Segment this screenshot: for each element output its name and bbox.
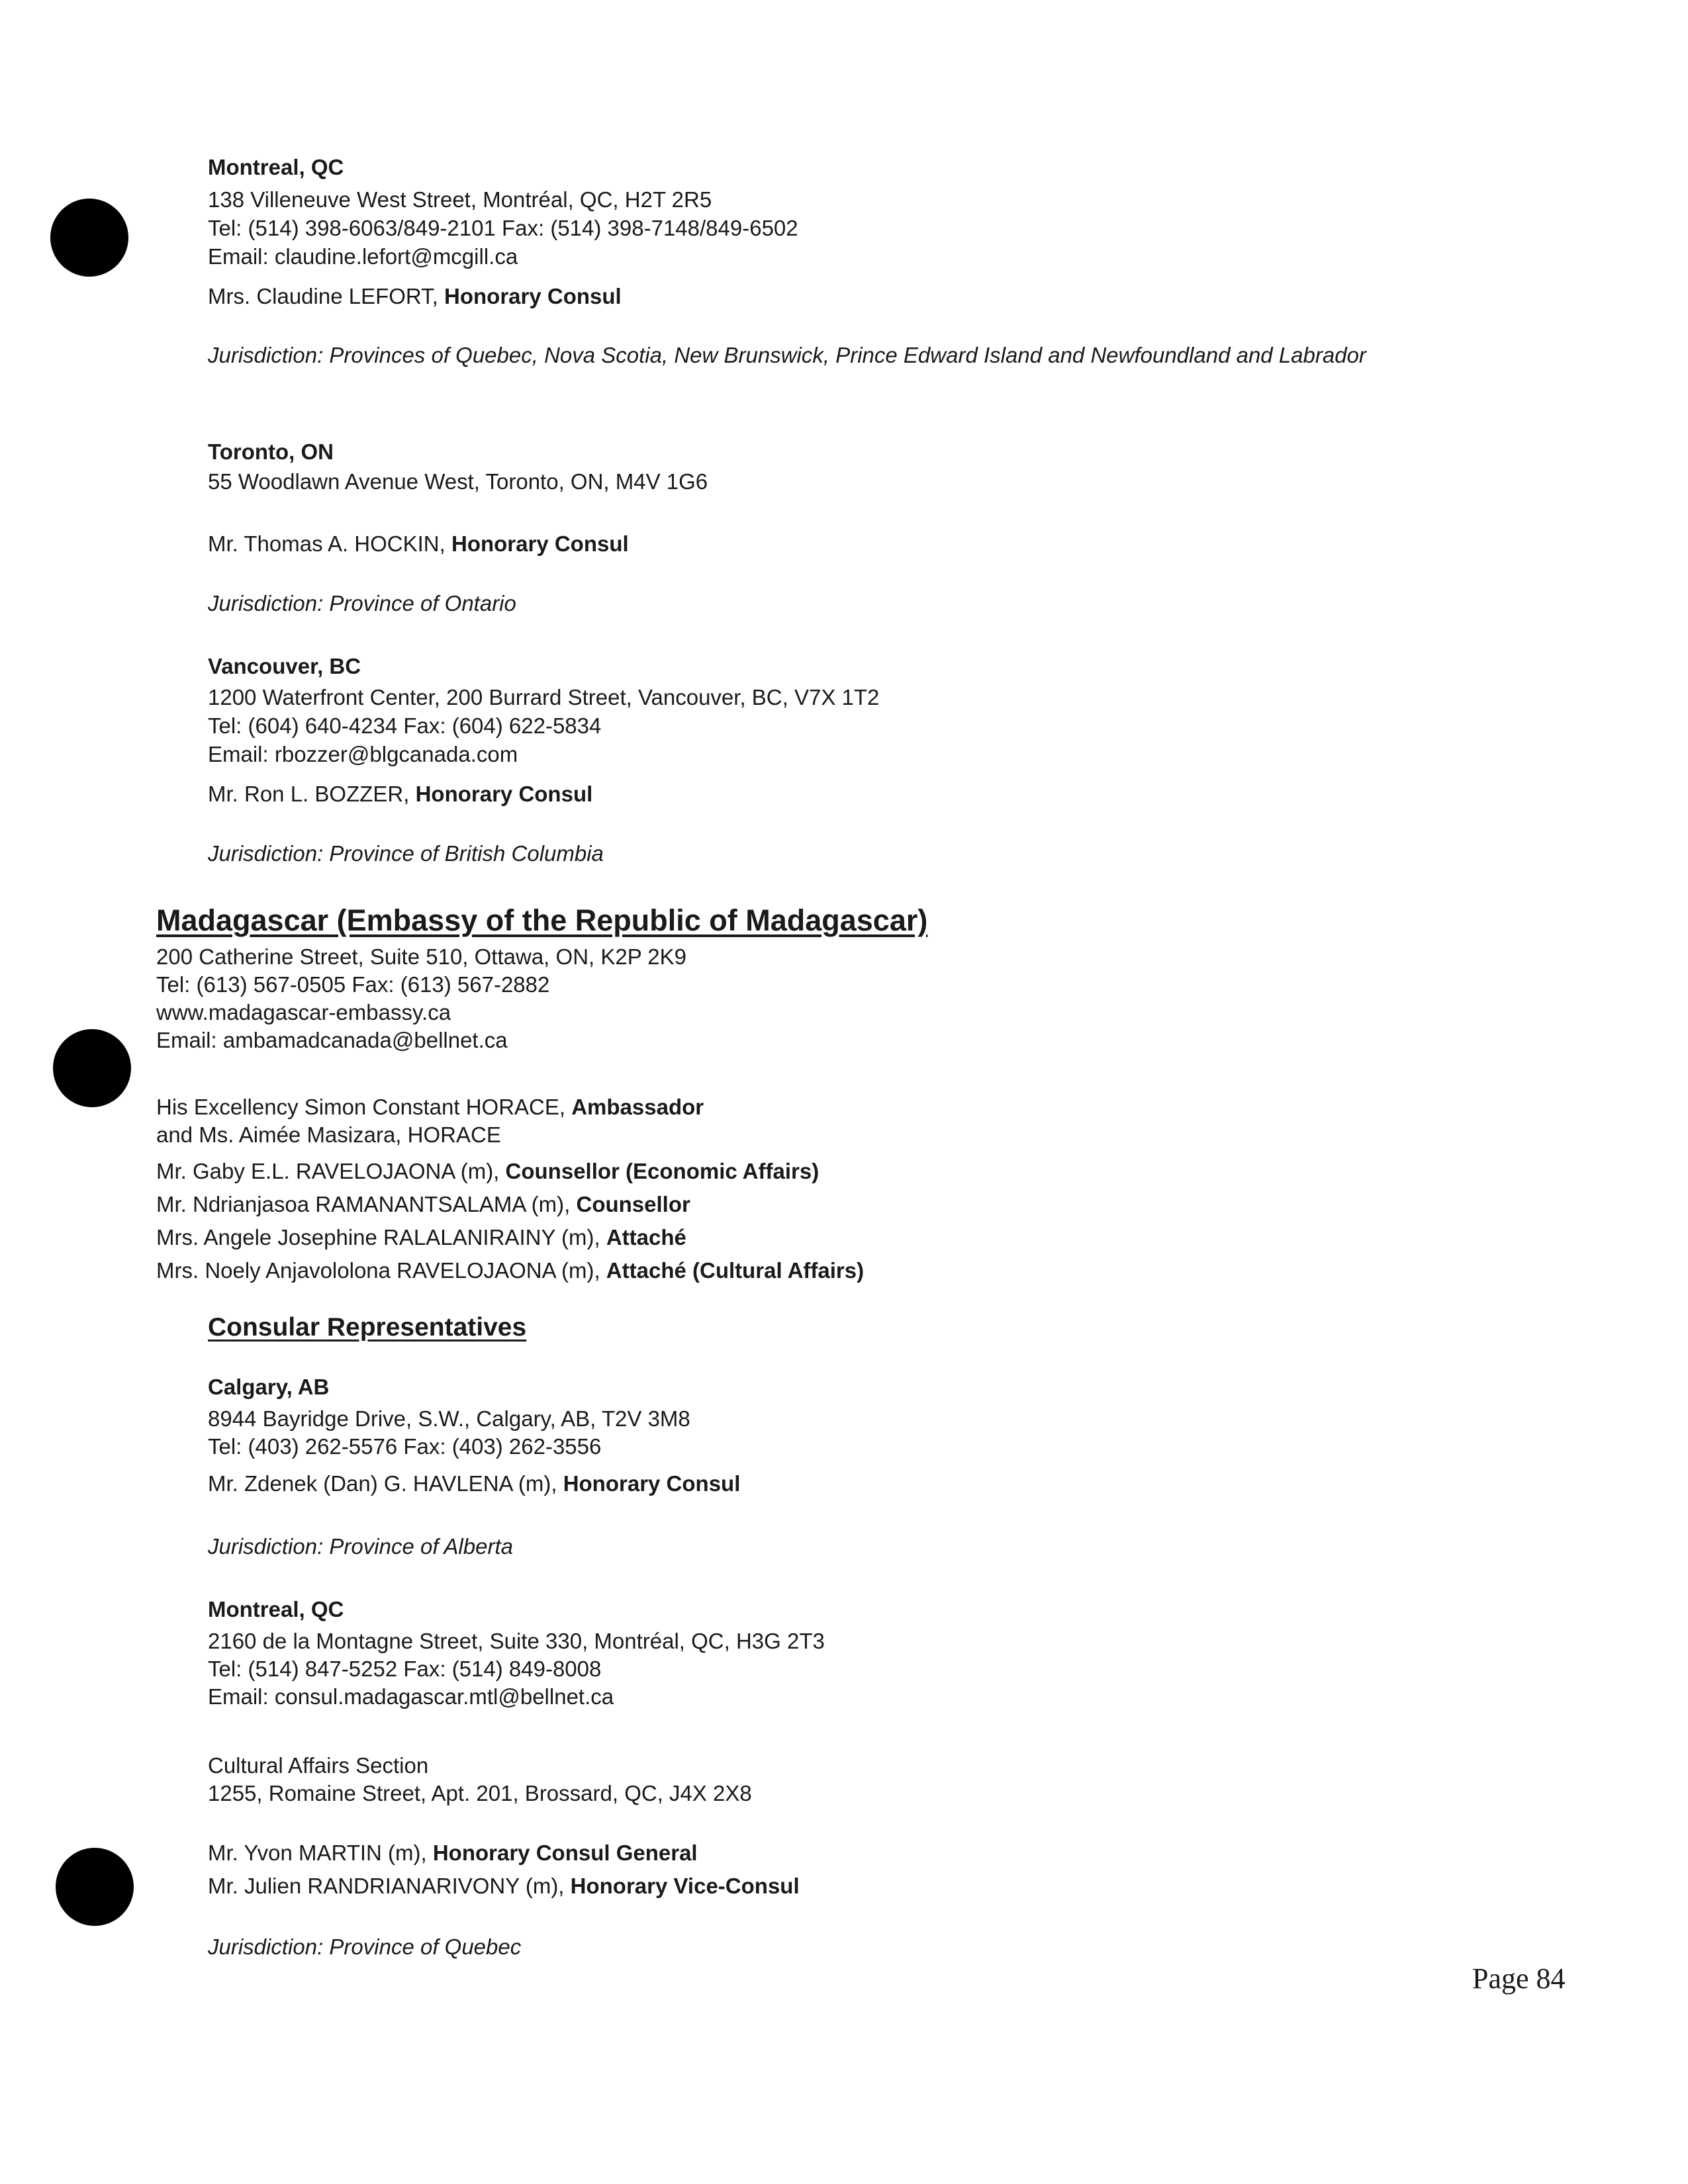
jurisdiction: Jurisdiction: Province of Quebec (208, 1934, 522, 1959)
staff-member (156, 1257, 864, 1284)
jurisdiction: Jurisdiction: Province of Ontario (208, 591, 516, 615)
staff-name: Mrs. Noely Anjavololona RAVELOJAONA (m), (156, 1258, 606, 1283)
staff-name: and Ms. Aimée Masizara, HORACE (156, 1122, 501, 1147)
person-role: Honorary Consul (415, 782, 593, 806)
staff-member (156, 1158, 819, 1185)
embassy-address: 200 Catherine Street, Suite 510, Ottawa, ON, K2P 2K9 (156, 944, 687, 969)
staff-member (156, 1224, 686, 1251)
person (208, 531, 629, 557)
city-heading: Montreal, QC (208, 1597, 344, 1621)
person-name: Mr. Yvon MARTIN (m), (208, 1841, 433, 1865)
jurisdiction: Jurisdiction: Provinces of Quebec, Nova Scotia, New Brunswick, Prince Edward Island and Newfoundland and Labrador (208, 343, 1366, 367)
staff-name: Mr. Gaby E.L. RAVELOJAONA (m), (156, 1159, 506, 1183)
page-number: Page 84 (1472, 1962, 1566, 1995)
person (208, 283, 622, 310)
person-name: Mr. Zdenek (Dan) G. HAVLENA (m), (208, 1471, 563, 1496)
person (208, 1873, 800, 1899)
embassy-phone-fax: Tel: (613) 567-0505 Fax: (613) 567-2882 (156, 972, 550, 997)
punch-hole-top (50, 199, 128, 277)
staff-name: His Excellency Simon Constant HORACE, (156, 1095, 572, 1119)
phone-fax: Tel: (604) 640-4234 Fax: (604) 622-5834 (208, 713, 602, 738)
address: 8944 Bayridge Drive, S.W., Calgary, AB, T2V 3M8 (208, 1406, 690, 1431)
cultural-section-label: Cultural Affairs Section (208, 1753, 429, 1778)
embassy-email: Email: ambamadcanada@bellnet.ca (156, 1028, 508, 1052)
person-role: Honorary Consul (451, 531, 629, 556)
embassy-website: www.madagascar-embassy.ca (156, 1000, 451, 1024)
person-name: Mr. Ron L. BOZZER, (208, 782, 416, 806)
email: Email: claudine.lefort@mcgill.ca (208, 244, 518, 269)
consular-heading: Consular Representatives (208, 1313, 527, 1342)
phone-fax: Tel: (403) 262-5576 Fax: (403) 262-3556 (208, 1434, 602, 1459)
staff-role: Counsellor (Economic Affairs) (505, 1159, 820, 1183)
email: Email: consul.madagascar.mtl@bellnet.ca (208, 1684, 614, 1709)
person-name: Mr. Julien RANDRIANARIVONY (m), (208, 1874, 571, 1898)
person-name: Mrs. Claudine LEFORT, (208, 284, 445, 308)
city-heading: Vancouver, BC (208, 654, 361, 678)
staff-role: Counsellor (576, 1192, 690, 1216)
staff-role: Attaché (Cultural Affairs) (606, 1258, 865, 1283)
cultural-section-address: 1255, Romaine Street, Apt. 201, Brossard, QC, J4X 2X8 (208, 1781, 752, 1805)
punch-hole-bottom (56, 1848, 134, 1926)
phone-fax: Tel: (514) 847-5252 Fax: (514) 849-8008 (208, 1657, 602, 1681)
jurisdiction: Jurisdiction: Province of British Columbia (208, 841, 604, 866)
city-heading: Montreal, QC (208, 155, 344, 179)
staff-name: Mr. Ndrianjasoa RAMANANTSALAMA (m), (156, 1192, 577, 1216)
person-role: Honorary Consul (563, 1471, 741, 1496)
person-role: Honorary Vice-Consul (570, 1874, 800, 1898)
staff-member (156, 1191, 690, 1218)
city-heading: Calgary, AB (208, 1375, 330, 1399)
punch-hole-middle (53, 1029, 131, 1107)
jurisdiction: Jurisdiction: Province of Alberta (208, 1534, 513, 1559)
phone-fax: Tel: (514) 398-6063/849-2101 Fax: (514) 398-7148/849-6502 (208, 216, 798, 240)
address: 1200 Waterfront Center, 200 Burrard Street, Vancouver, BC, V7X 1T2 (208, 685, 880, 709)
address: 2160 de la Montagne Street, Suite 330, Montréal, QC, H3G 2T3 (208, 1629, 825, 1653)
person (208, 1840, 698, 1866)
staff-role: Attaché (606, 1225, 686, 1250)
address: 138 Villeneuve West Street, Montréal, QC, H2T 2R5 (208, 187, 712, 212)
person-name: Mr. Thomas A. HOCKIN, (208, 531, 451, 556)
city-heading: Toronto, ON (208, 439, 334, 464)
person-role: Honorary Consul (444, 284, 622, 308)
email: Email: rbozzer@blgcanada.com (208, 742, 518, 766)
person (208, 781, 592, 807)
staff-role: Ambassador (571, 1095, 704, 1119)
address: 55 Woodlawn Avenue West, Toronto, ON, M4V 1G6 (208, 469, 708, 494)
person (208, 1471, 740, 1497)
staff-member (156, 1122, 501, 1148)
person-role: Honorary Consul General (432, 1841, 698, 1865)
staff-name: Mrs. Angele Josephine RALALANIRAINY (m), (156, 1225, 606, 1250)
embassy-title: Madagascar (Embassy of the Republic of Madagascar) (156, 903, 928, 937)
staff-member (156, 1094, 704, 1120)
